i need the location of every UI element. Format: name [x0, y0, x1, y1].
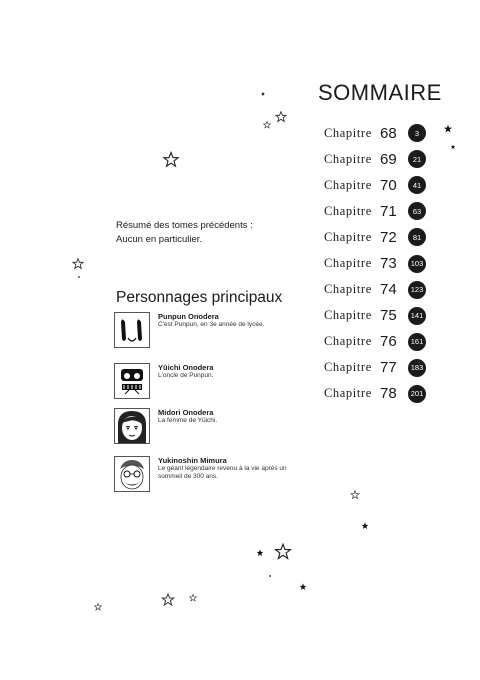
toc-entry-number: 73 — [380, 255, 397, 273]
toc-entry-number: 78 — [380, 385, 397, 403]
page-number-badge: 201 — [408, 385, 426, 403]
page-number-badge: 183 — [408, 359, 426, 377]
toc-entry-number: 75 — [380, 307, 397, 325]
character-name: Midori Onodera — [158, 408, 214, 417]
toc-entry-label: Chapitre — [324, 203, 372, 218]
character-description: Le géant légendaire revenu à la vie après un sommeil de 300 ans. — [158, 465, 287, 480]
page-number-badge: 103 — [408, 255, 426, 273]
toc-entry-number: 74 — [380, 281, 397, 299]
summary-label: Résumé des tomes précédents : — [116, 220, 253, 231]
outline-star-icon — [73, 259, 83, 269]
page-number-badge: 81 — [408, 228, 426, 246]
toc-entry-label: Chapitre — [324, 177, 372, 192]
toc-entry-label: Chapitre — [324, 334, 372, 349]
toc-entry-label: Chapitre — [324, 308, 372, 323]
page-number-badge: 21 — [408, 150, 426, 168]
toc-entry-number: 77 — [380, 359, 397, 377]
filled-star-icon — [300, 583, 307, 590]
toc-entry-label: Chapitre — [324, 151, 372, 166]
outline-star-icon — [276, 112, 286, 122]
characters-title: Personnages principaux — [116, 289, 283, 306]
toc-entry-number: 71 — [380, 202, 397, 220]
filled-star-icon — [444, 125, 452, 133]
toc-entry-number: 69 — [380, 150, 397, 168]
filled-star-icon — [261, 92, 265, 96]
toc-entry-label: Chapitre — [324, 282, 372, 297]
toc-entry-label: Chapitre — [324, 386, 372, 401]
toc-entry-number: 72 — [380, 228, 397, 246]
page-number-badge: 141 — [408, 307, 426, 325]
page-number-badge: 63 — [408, 202, 426, 220]
character-description: C'est Punpun, en 3e année de lycée. — [158, 321, 265, 328]
toc-entry-number: 70 — [380, 176, 397, 194]
page-number-badge: 161 — [408, 333, 426, 351]
outline-star-icon — [95, 603, 102, 610]
outline-star-icon — [276, 544, 291, 558]
character-name: Yûichi Onodera — [158, 363, 214, 372]
outline-star-icon — [164, 153, 178, 167]
toc-entry-number: 68 — [380, 124, 397, 142]
filled-star-icon — [362, 522, 369, 529]
toc-entry-number: 76 — [380, 333, 397, 351]
outline-star-icon — [162, 594, 173, 605]
character-description: L'oncle de Punpun. — [158, 372, 214, 379]
filled-star-icon — [257, 549, 264, 556]
character-name: Punpun Onodera — [158, 312, 219, 321]
outline-star-icon — [351, 491, 359, 499]
toc-entry-label: Chapitre — [324, 125, 372, 140]
outline-star-icon — [190, 594, 197, 601]
toc-entry-label: Chapitre — [324, 229, 372, 244]
page-number-badge: 3 — [408, 124, 426, 142]
page-number-badge: 123 — [408, 281, 426, 299]
toc-entry-label: Chapitre — [324, 360, 372, 375]
summary-text: Aucun en particulier. — [116, 234, 203, 245]
filled-star-icon — [451, 145, 456, 149]
toc-entry-label: Chapitre — [324, 256, 372, 271]
character-name: Yukinoshin Mimura — [158, 456, 227, 465]
character-description: La femme de Yûichi. — [158, 417, 218, 424]
outline-star-icon — [264, 121, 271, 128]
page-number-badge: 41 — [408, 176, 426, 194]
toc-title: SOMMAIRE — [318, 80, 442, 105]
